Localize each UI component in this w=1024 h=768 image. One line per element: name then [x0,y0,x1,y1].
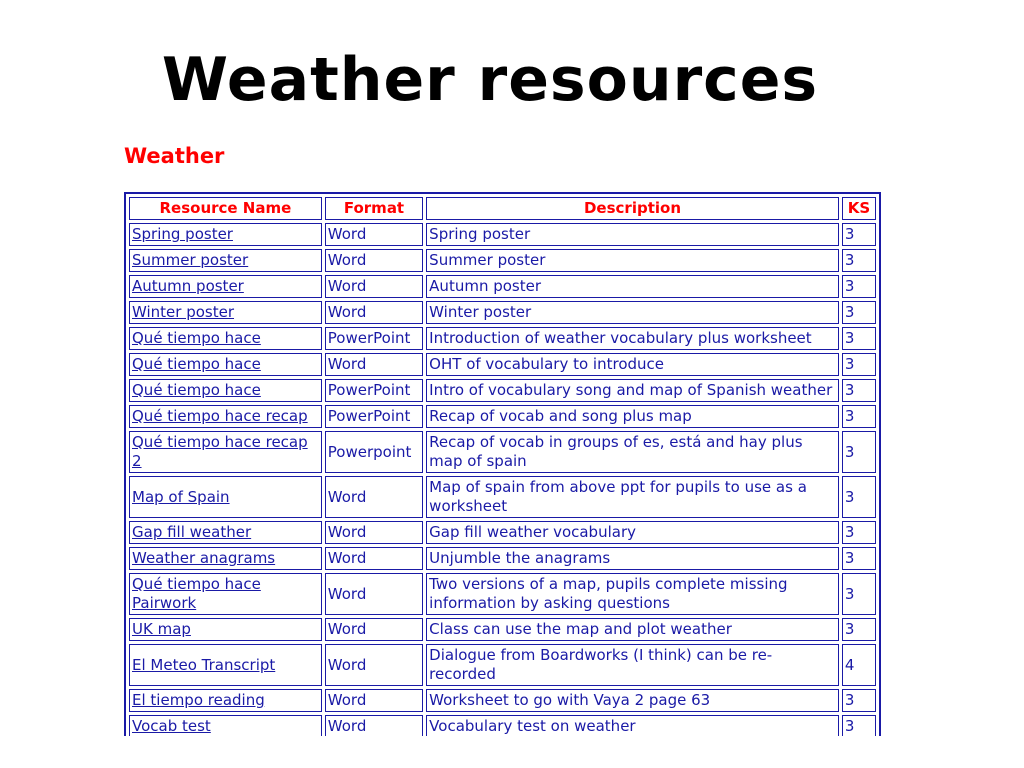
table-row [129,431,876,473]
ks-cell: 3 [842,431,876,473]
description-cell: OHT of vocabulary to introduce [426,353,839,376]
format-cell: Word [325,353,423,376]
resource-name-cell [129,644,322,686]
resource-link[interactable]: Vocab test [132,717,211,735]
resource-link[interactable]: Gap fill weather [132,523,252,541]
header-format: Format [325,197,423,220]
ks-cell: 4 [842,644,876,686]
description-cell: Two versions of a map, pupils complete missing information by asking questions [426,573,839,615]
ks-cell: 3 [842,689,876,712]
slide-title: Weather resources [161,45,819,115]
header-resource-name: Resource Name [129,197,322,220]
format-cell: Word [325,644,423,686]
ks-cell: 3 [842,618,876,641]
table-row [129,573,876,615]
table-header-row [129,197,876,220]
format-cell: Powerpoint [325,431,423,473]
table-row [129,476,876,518]
table-row [129,405,876,428]
resource-name-cell [129,431,322,473]
format-cell: Word [325,249,423,272]
resource-link[interactable]: El tiempo reading [132,691,265,709]
resource-link[interactable]: Qué tiempo hace [132,329,261,347]
description-cell: Gap fill weather vocabulary [426,521,839,544]
resource-name-cell [129,573,322,615]
resource-link[interactable]: Map of Spain [132,487,230,506]
format-cell: PowerPoint [325,405,423,428]
resource-name-cell [129,249,322,272]
table-row [129,353,876,376]
ks-cell: 3 [842,521,876,544]
header-description: Description [426,197,839,220]
format-cell: Word [325,618,423,641]
table-row [129,521,876,544]
resource-link[interactable]: Qué tiempo hace Pairwork [132,575,261,612]
table-row [129,275,876,298]
ks-cell: 3 [842,715,876,736]
table-row [129,327,876,350]
ks-cell: 3 [842,573,876,615]
resource-name-cell [129,275,322,298]
description-cell: Worksheet to go with Vaya 2 page 63 [426,689,839,712]
resource-name-cell [129,547,322,570]
description-cell: Autumn poster [426,275,839,298]
resource-name-cell [129,405,322,428]
resource-link[interactable]: Spring poster [132,225,233,243]
resource-name-cell [129,689,322,712]
section-heading: Weather [124,144,225,168]
format-cell: Word [325,476,423,518]
table-row [129,379,876,402]
description-cell: Summer poster [426,249,839,272]
description-cell: Map of spain from above ppt for pupils to use as a worksheet [426,476,839,518]
table-row [129,249,876,272]
format-cell: Word [325,689,423,712]
resource-name-cell [129,301,322,324]
ks-cell: 3 [842,379,876,402]
table-row [129,644,876,686]
format-cell: Word [325,547,423,570]
resource-link[interactable]: UK map [132,620,191,638]
table-row [129,223,876,246]
description-cell: Dialogue from Boardworks (I think) can be re-recorded [426,644,839,686]
description-cell: Introduction of weather vocabulary plus worksheet [426,327,839,350]
resource-link[interactable]: Qué tiempo hace [132,381,261,399]
resource-name-cell [129,327,322,350]
resource-link[interactable]: Winter poster [132,303,235,321]
ks-cell: 3 [842,547,876,570]
resource-link[interactable]: Summer poster [132,251,249,269]
resource-name-cell [129,223,322,246]
ks-cell: 3 [842,405,876,428]
resource-link[interactable]: Qué tiempo hace [132,355,261,373]
table-row [129,715,876,736]
ks-cell: 3 [842,275,876,298]
resource-link[interactable]: Qué tiempo hace recap 2 [132,433,308,470]
header-ks: KS [842,197,876,220]
resource-name-cell [129,379,322,402]
ks-cell: 3 [842,249,876,272]
resources-table [124,192,881,736]
table-row [129,689,876,712]
resource-link[interactable]: Qué tiempo hace recap [132,407,308,425]
format-cell: Word [325,223,423,246]
resource-link[interactable]: Autumn poster [132,277,244,295]
description-cell: Recap of vocab and song plus map [426,405,839,428]
ks-cell: 3 [842,353,876,376]
description-cell: Unjumble the anagrams [426,547,839,570]
format-cell: Word [325,715,423,736]
table-row [129,547,876,570]
ks-cell: 3 [842,476,876,518]
ks-cell: 3 [842,301,876,324]
ks-cell: 3 [842,223,876,246]
format-cell: Word [325,301,423,324]
resource-link[interactable]: El Meteo Transcript [132,655,276,674]
description-cell: Spring poster [426,223,839,246]
resource-name-cell [129,521,322,544]
table-body [129,223,876,736]
description-cell: Recap of vocab in groups of es, está and hay plus map of spain [426,431,839,473]
resource-link[interactable]: Weather anagrams [132,549,276,567]
table-row [129,301,876,324]
table-viewport [124,192,882,736]
ks-cell: 3 [842,327,876,350]
resource-name-cell [129,715,322,736]
description-cell: Class can use the map and plot weather [426,618,839,641]
format-cell: PowerPoint [325,379,423,402]
table-row [129,618,876,641]
resource-name-cell [129,353,322,376]
format-cell: Word [325,573,423,615]
format-cell: Word [325,521,423,544]
format-cell: PowerPoint [325,327,423,350]
resource-name-cell [129,618,322,641]
description-cell: Winter poster [426,301,839,324]
resource-name-cell [129,476,322,518]
description-cell: Vocabulary test on weather [426,715,839,736]
description-cell: Intro of vocabulary song and map of Spanish weather [426,379,839,402]
format-cell: Word [325,275,423,298]
